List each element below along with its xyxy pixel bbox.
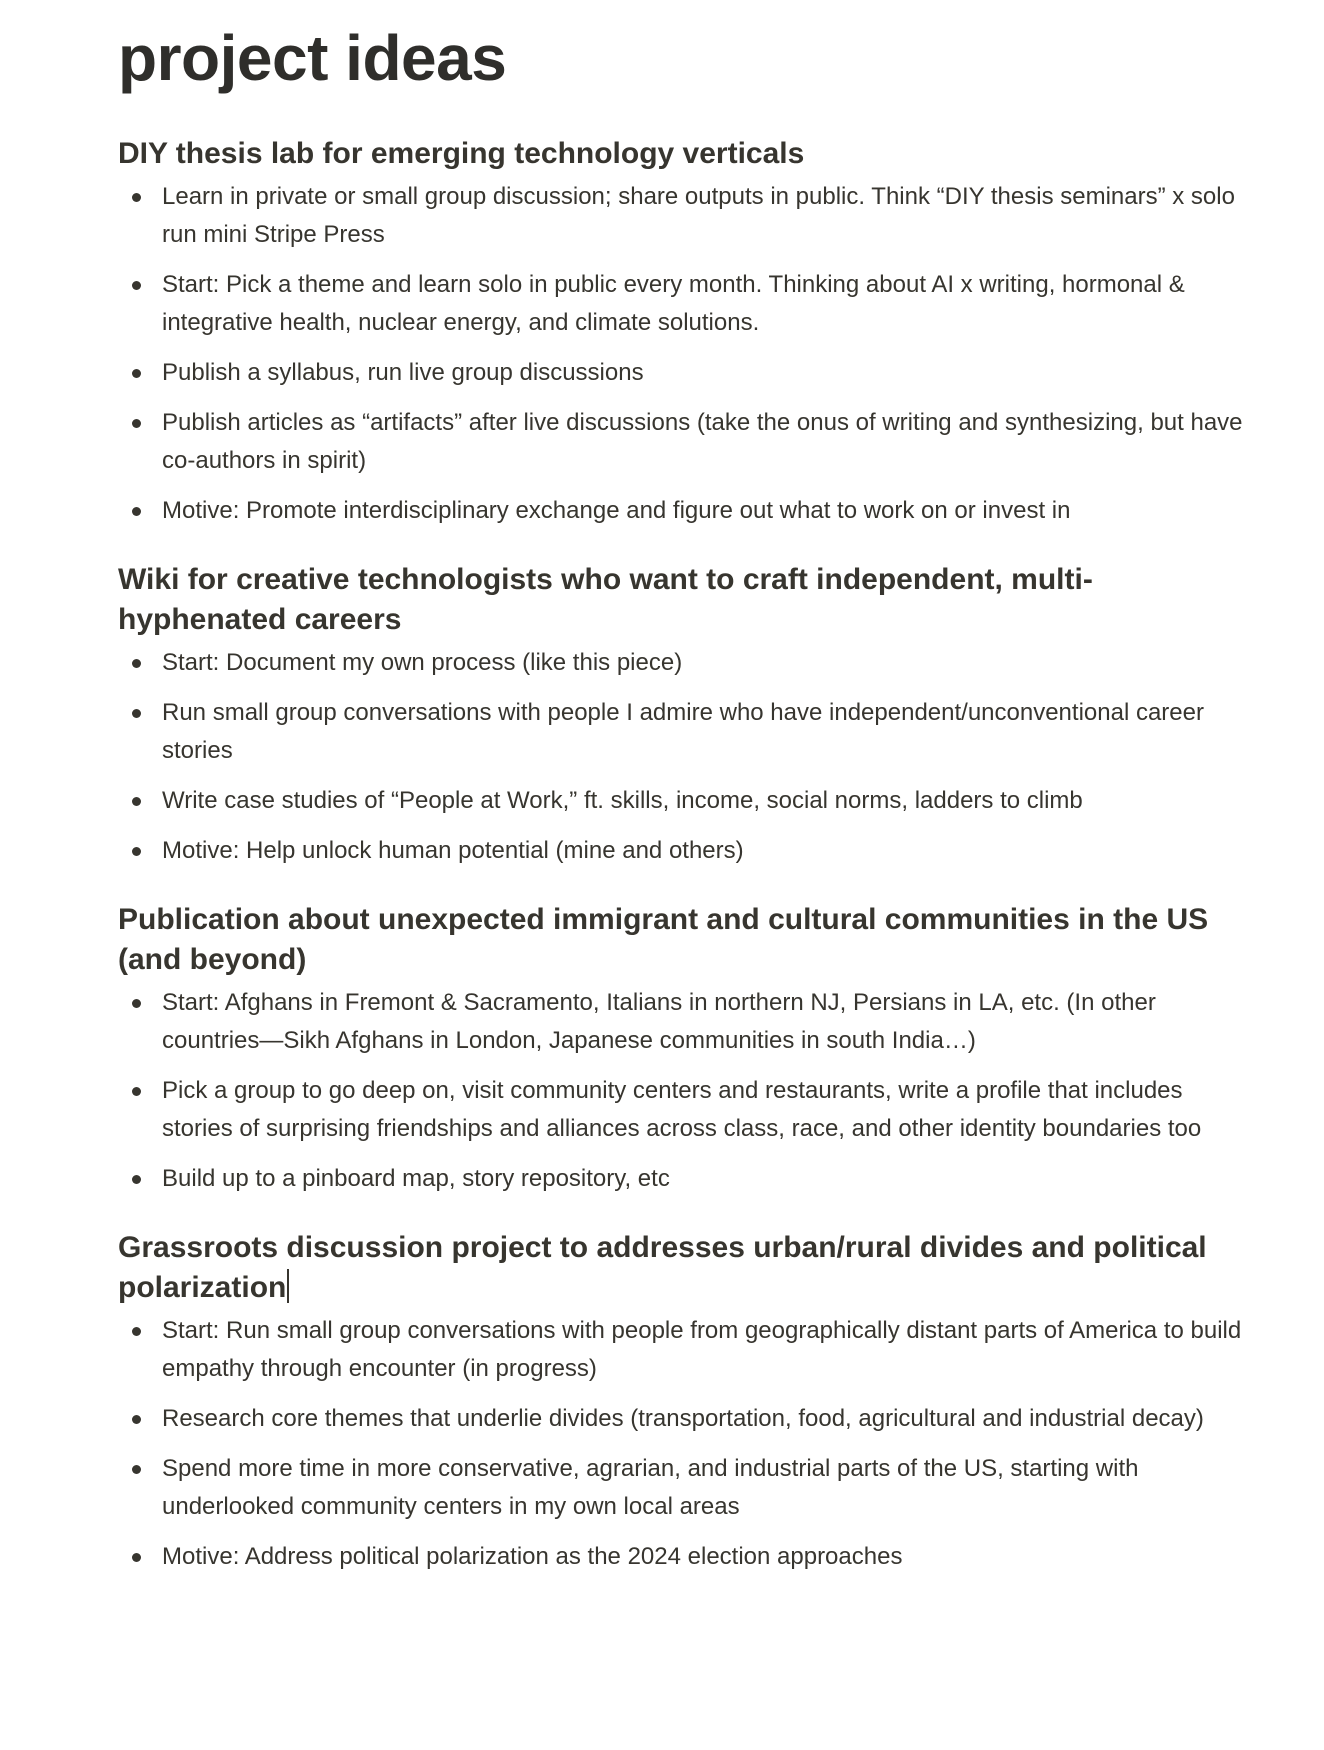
section-heading[interactable]: Publication about unexpected immigrant and cultural communities in the US (and beyond) bbox=[118, 903, 1209, 976]
bullet-icon bbox=[132, 999, 141, 1008]
bullet-icon bbox=[132, 1327, 141, 1336]
bullet-list bbox=[118, 984, 1248, 1198]
bullet-text: Motive: Address political polarization as the 2024 election approaches bbox=[162, 1543, 903, 1570]
bullet-item[interactable] bbox=[118, 644, 1248, 682]
bullet-text: Pick a group to go deep on, visit community centers and restaurants, write a profile that includes stories of surprising friendships and alliances across class, race, and other identity boundaries too bbox=[162, 1077, 1202, 1142]
bullet-text: Run small group conversations with people I admire who have independent/unconventional career stories bbox=[162, 699, 1204, 764]
bullet-icon bbox=[132, 1087, 141, 1096]
bullet-item[interactable] bbox=[118, 782, 1248, 820]
bullet-item[interactable] bbox=[118, 354, 1248, 392]
bullet-icon bbox=[132, 193, 141, 202]
bullet-item[interactable] bbox=[118, 1450, 1248, 1526]
text-cursor bbox=[287, 1269, 289, 1303]
bullet-item[interactable] bbox=[118, 1538, 1248, 1576]
bullet-icon bbox=[132, 1553, 141, 1562]
section-heading-text: Grassroots discussion project to addresses urban/rural divides and political polarization bbox=[118, 1231, 1207, 1304]
bullet-text: Start: Document my own process (like this piece) bbox=[162, 649, 683, 676]
bullet-item[interactable] bbox=[118, 266, 1248, 342]
bullet-icon bbox=[132, 709, 141, 718]
section-diy-thesis-lab bbox=[118, 134, 1248, 530]
bullet-item[interactable] bbox=[118, 178, 1248, 254]
bullet-text: Motive: Help unlock human potential (mine and others) bbox=[162, 837, 744, 864]
bullet-text: Motive: Promote interdisciplinary exchange and figure out what to work on or invest in bbox=[162, 497, 1071, 524]
section-heading-editing[interactable] bbox=[118, 1228, 1248, 1308]
bullet-text: Start: Afghans in Fremont & Sacramento, Italians in northern NJ, Persians in LA, etc. (In other countries—Sikh Afghans in London, Japanese communities in south India…) bbox=[162, 989, 1156, 1054]
bullet-list bbox=[118, 178, 1248, 530]
bullet-item[interactable] bbox=[118, 984, 1248, 1060]
bullet-text: Publish a syllabus, run live group discussions bbox=[162, 359, 644, 386]
bullet-item[interactable] bbox=[118, 492, 1248, 530]
section-immigrant-publication bbox=[118, 900, 1248, 1198]
bullet-icon bbox=[132, 419, 141, 428]
bullet-text: Research core themes that underlie divides (transportation, food, agricultural and industrial decay) bbox=[162, 1405, 1204, 1432]
bullet-icon bbox=[132, 1465, 141, 1474]
page bbox=[118, 0, 1248, 1588]
bullet-icon bbox=[132, 659, 141, 668]
section-heading[interactable]: DIY thesis lab for emerging technology verticals bbox=[118, 137, 805, 170]
bullet-icon bbox=[132, 1415, 141, 1424]
bullet-icon bbox=[132, 507, 141, 516]
bullet-text: Learn in private or small group discussion; share outputs in public. Think “DIY thesis seminars” x solo run mini Stripe Press bbox=[162, 183, 1235, 248]
bullet-text: Build up to a pinboard map, story repository, etc bbox=[162, 1165, 670, 1192]
bullet-icon bbox=[132, 847, 141, 856]
bullet-list bbox=[118, 1312, 1248, 1576]
section-grassroots-discussion bbox=[118, 1228, 1248, 1576]
section-heading[interactable]: Wiki for creative technologists who want to craft independent, multi-hyphenated careers bbox=[118, 563, 1093, 636]
page-title[interactable]: project ideas bbox=[118, 22, 507, 94]
bullet-text: Write case studies of “People at Work,” ft. skills, income, social norms, ladders to climb bbox=[162, 787, 1083, 814]
bullet-list bbox=[118, 644, 1248, 870]
bullet-item[interactable] bbox=[118, 1312, 1248, 1388]
bullet-item[interactable] bbox=[118, 1400, 1248, 1438]
bullet-icon bbox=[132, 797, 141, 806]
bullet-icon bbox=[132, 1175, 141, 1184]
bullet-text: Start: Pick a theme and learn solo in public every month. Thinking about AI x writing, hormonal & integrative health, nuclear energy, and climate solutions. bbox=[162, 271, 1185, 336]
bullet-item[interactable] bbox=[118, 404, 1248, 480]
bullet-icon bbox=[132, 281, 141, 290]
bullet-item[interactable] bbox=[118, 1072, 1248, 1148]
bullet-item[interactable] bbox=[118, 1160, 1248, 1198]
bullet-text: Start: Run small group conversations with people from geographically distant parts of America to build empathy through encounter (in progress) bbox=[162, 1317, 1242, 1382]
bullet-icon bbox=[132, 369, 141, 378]
bullet-text: Spend more time in more conservative, agrarian, and industrial parts of the US, starting with underlooked community centers in my own local areas bbox=[162, 1455, 1139, 1520]
bullet-item[interactable] bbox=[118, 832, 1248, 870]
bullet-text: Publish articles as “artifacts” after live discussions (take the onus of writing and synthesizing, but have co-authors in spirit) bbox=[162, 409, 1243, 474]
bullet-item[interactable] bbox=[118, 694, 1248, 770]
section-wiki-creative-technologists bbox=[118, 560, 1248, 870]
